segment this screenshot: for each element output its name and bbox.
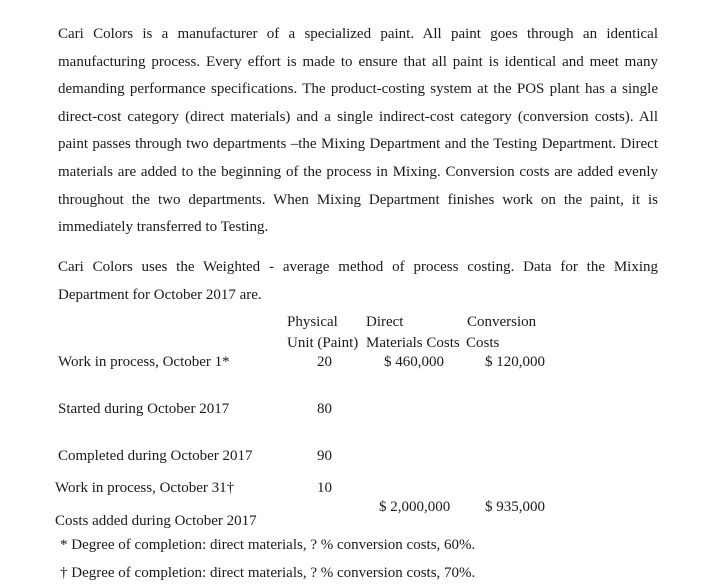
method-paragraph: Cari Colors uses the Weighted - average method of process costing. Data for the Mixing Department for October 2017 are. [58,259,658,303]
header-physical-unit: Unit (Paint) [287,335,359,351]
row-started-label: Started during October 2017 [58,401,230,417]
row-wip-oct1-units: 20 [317,354,332,370]
intro-paragraph: Cari Colors is a manufacturer of a specialized paint. All paint goes through an identical manufacturing process. Every effort is made to ensure that all paint is identical and meet many demanding performance specifications. The product-costing system at the POS plant has a single direct-cost category (direct materials) and a single indirect-cost category (conversion costs). All paint passes through two departments –the Mixing Department and the Testing Department. Direct materials are added to the beginning of the process in Mixing. Conversion costs are added evenly throughout the two departments. When Mixing Department finishes work on the paint, it is immediately transferred to Testing. [58,26,658,236]
header-conversion: Conversion [467,314,537,330]
header-physical: Physical [287,314,338,330]
header-materials-costs: Materials Costs [366,335,460,351]
row-completed-units: 90 [317,448,332,464]
row-wip-oct1-direct: $ 460,000 [384,354,444,370]
header-costs: Costs [466,335,500,351]
row-completed-label: Completed during October 2017 [58,448,253,464]
row-started-units: 80 [317,401,332,417]
row-wip-oct31-units: 10 [317,480,332,496]
footnote-oct31: † Degree of completion: direct materials, ? % conversion costs, 70%. [60,565,476,581]
footnote-oct1: * Degree of completion: direct materials, ? % conversion costs, 60%. [60,537,476,553]
row-wip-oct31-label: Work in process, October 31† [55,480,235,496]
costs-added-direct: $ 2,000,000 [379,499,451,515]
costs-added-conversion: $ 935,000 [485,499,545,515]
row-wip-oct1-label: Work in process, October 1* [58,354,230,370]
header-direct: Direct [366,314,404,330]
costs-added-label: Costs added during October 2017 [55,513,257,529]
row-wip-oct1-conversion: $ 120,000 [485,354,545,370]
